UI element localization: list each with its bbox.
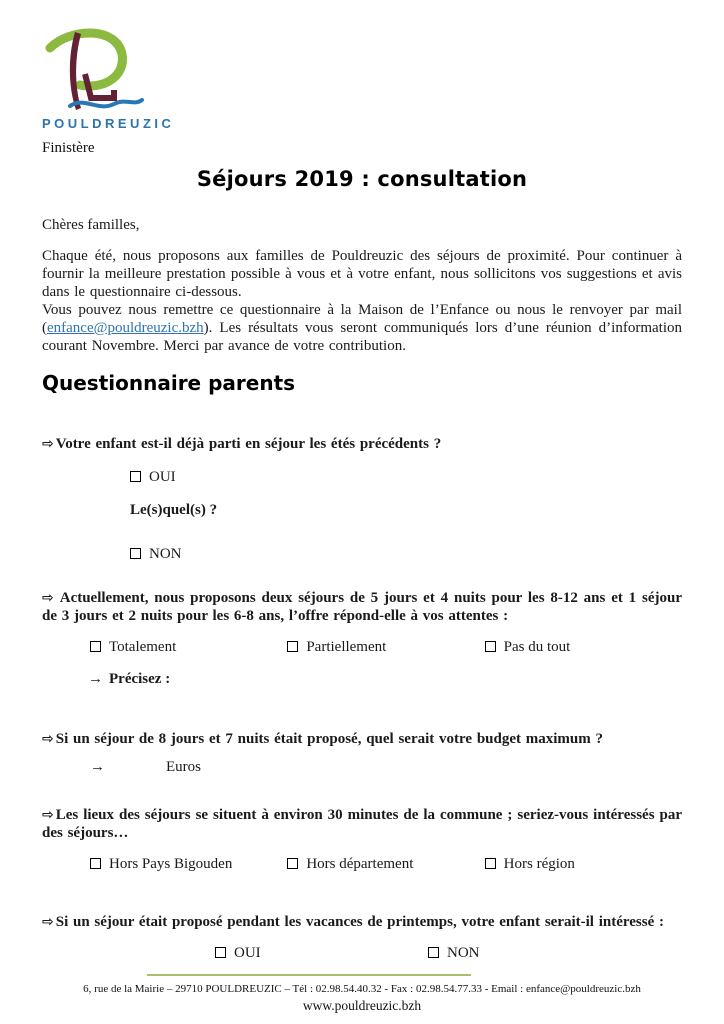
question-1-label xyxy=(42,435,682,453)
question-5-text: Si un séjour était proposé pendant les vacances de printemps, votre enfant serait-il intéressé : xyxy=(55,914,665,930)
pouldreuzic-logo-icon xyxy=(42,28,144,114)
q1-option-oui xyxy=(130,469,176,486)
intro-paragraph-2-after: ). Les résultats vous seront communiqués lors d’une réunion d’information courant Novembre. Merci par avance de votre contribution. xyxy=(42,320,682,354)
question-2-text: Actuellement, nous proposons deux séjours de 5 jours et 4 nuits pour les 8-12 ans et 1 séjour de 3 jours et 2 nuits pour les 6-8 ans, l’offre répond-elle à vos attentes : xyxy=(42,590,682,624)
right-arrow-icon: → xyxy=(88,671,103,687)
salutation: Chères familles, xyxy=(42,217,140,233)
checkbox-icon[interactable] xyxy=(287,858,298,869)
q2-option-partiellement xyxy=(287,639,484,656)
question-arrow-icon: ⇨ xyxy=(42,914,54,930)
right-arrow-icon: → xyxy=(90,759,105,775)
q1-no-row xyxy=(42,546,682,563)
q2-options-row xyxy=(42,639,682,656)
q2-option-pas-du-tout-label: Pas du tout xyxy=(503,639,571,655)
region-label: Finistère xyxy=(42,140,95,156)
question-4-text: Les lieux des séjours se situent à environ 30 minutes de la commune ; seriez-vous intéressés par des séjours… xyxy=(42,807,682,841)
q1-option-oui-label: OUI xyxy=(149,469,176,485)
checkbox-icon[interactable] xyxy=(90,858,101,869)
q2-option-totalement-label: Totalement xyxy=(109,639,177,655)
q2-option-pas-du-tout xyxy=(485,639,682,656)
footer-address: 6, rue de la Mairie – 29710 POULDREUZIC – Tél : 02.98.54.40.32 - Fax : 02.98.54.77.33 - Email : enfance@pouldreuzic.bzh xyxy=(83,983,641,995)
footer-divider xyxy=(147,974,471,976)
q3-budget-row xyxy=(42,759,682,776)
q4-options-row xyxy=(42,856,682,873)
checkbox-icon[interactable] xyxy=(485,858,496,869)
footer-website: www.pouldreuzic.bzh xyxy=(302,998,422,1013)
document-title: Séjours 2019 : consultation xyxy=(196,167,528,191)
q5-option-non xyxy=(428,945,641,962)
question-2-label xyxy=(42,589,682,625)
checkbox-icon[interactable] xyxy=(485,641,496,652)
checkbox-icon[interactable] xyxy=(130,548,141,559)
q2-precise-label: Précisez : xyxy=(109,671,171,687)
section-heading: Questionnaire parents xyxy=(42,371,296,395)
logo-block xyxy=(42,28,192,157)
q2-precise-row xyxy=(42,671,682,688)
q4-option-hors-region xyxy=(485,856,682,873)
q2-option-totalement xyxy=(90,639,287,656)
checkbox-icon[interactable] xyxy=(428,947,439,958)
q3-unit-label: Euros xyxy=(166,759,201,775)
q1-option-non-label: NON xyxy=(149,546,182,562)
intro-paragraph-2-before: Vous pouvez nous remettre ce questionnaire à la Maison de l’Enfance ou nous le renvoyer par mail ( xyxy=(42,302,682,336)
q4-option-hors-region-label: Hors région xyxy=(503,856,575,872)
question-arrow-icon: ⇨ xyxy=(42,731,54,747)
question-3-text: Si un séjour de 8 jours et 7 nuits était proposé, quel serait votre budget maximum ? xyxy=(55,731,603,747)
question-5-label xyxy=(42,913,682,931)
q4-option-hors-departement-label: Hors département xyxy=(306,856,414,872)
q5-option-oui xyxy=(215,945,428,962)
question-3-label xyxy=(42,730,682,748)
q4-option-hors-pays-bigouden-label: Hors Pays Bigouden xyxy=(109,856,233,872)
question-arrow-icon: ⇨ xyxy=(42,807,54,823)
page-footer xyxy=(0,974,724,1014)
checkbox-icon[interactable] xyxy=(287,641,298,652)
q1-yes-row xyxy=(42,469,682,486)
q4-option-hors-departement xyxy=(287,856,484,873)
brand-name: POULDREUZIC xyxy=(42,116,175,131)
checkbox-icon[interactable] xyxy=(90,641,101,652)
q2-option-partiellement-label: Partiellement xyxy=(306,639,387,655)
q5-option-oui-label: OUI xyxy=(234,945,261,961)
question-1-text: Votre enfant est-il déjà parti en séjour les étés précédents ? xyxy=(55,436,442,452)
intro-paragraph-1-text: Chaque été, nous proposons aux familles de Pouldreuzic des séjours de proximité. Pour continuer à fournir la meilleure prestation possible à vous et à votre enfant, nous sollicitons vos suggestions et avis dans le questionnaire ci-dessous. xyxy=(42,248,682,300)
q1-option-non xyxy=(130,546,182,563)
q5-option-non-label: NON xyxy=(447,945,480,961)
question-arrow-icon: ⇨ xyxy=(42,590,54,606)
question-arrow-icon: ⇨ xyxy=(42,436,54,452)
q5-options-row xyxy=(42,945,682,962)
checkbox-icon[interactable] xyxy=(130,471,141,482)
q1-sub-question: Le(s)quel(s) ? xyxy=(130,502,218,518)
intro-paragraph-1 xyxy=(42,247,682,301)
q4-option-hors-pays-bigouden xyxy=(90,856,287,873)
checkbox-icon[interactable] xyxy=(215,947,226,958)
email-link[interactable]: enfance@pouldreuzic.bzh xyxy=(47,320,204,336)
intro-paragraph-2 xyxy=(42,301,682,355)
question-4-label xyxy=(42,806,682,842)
